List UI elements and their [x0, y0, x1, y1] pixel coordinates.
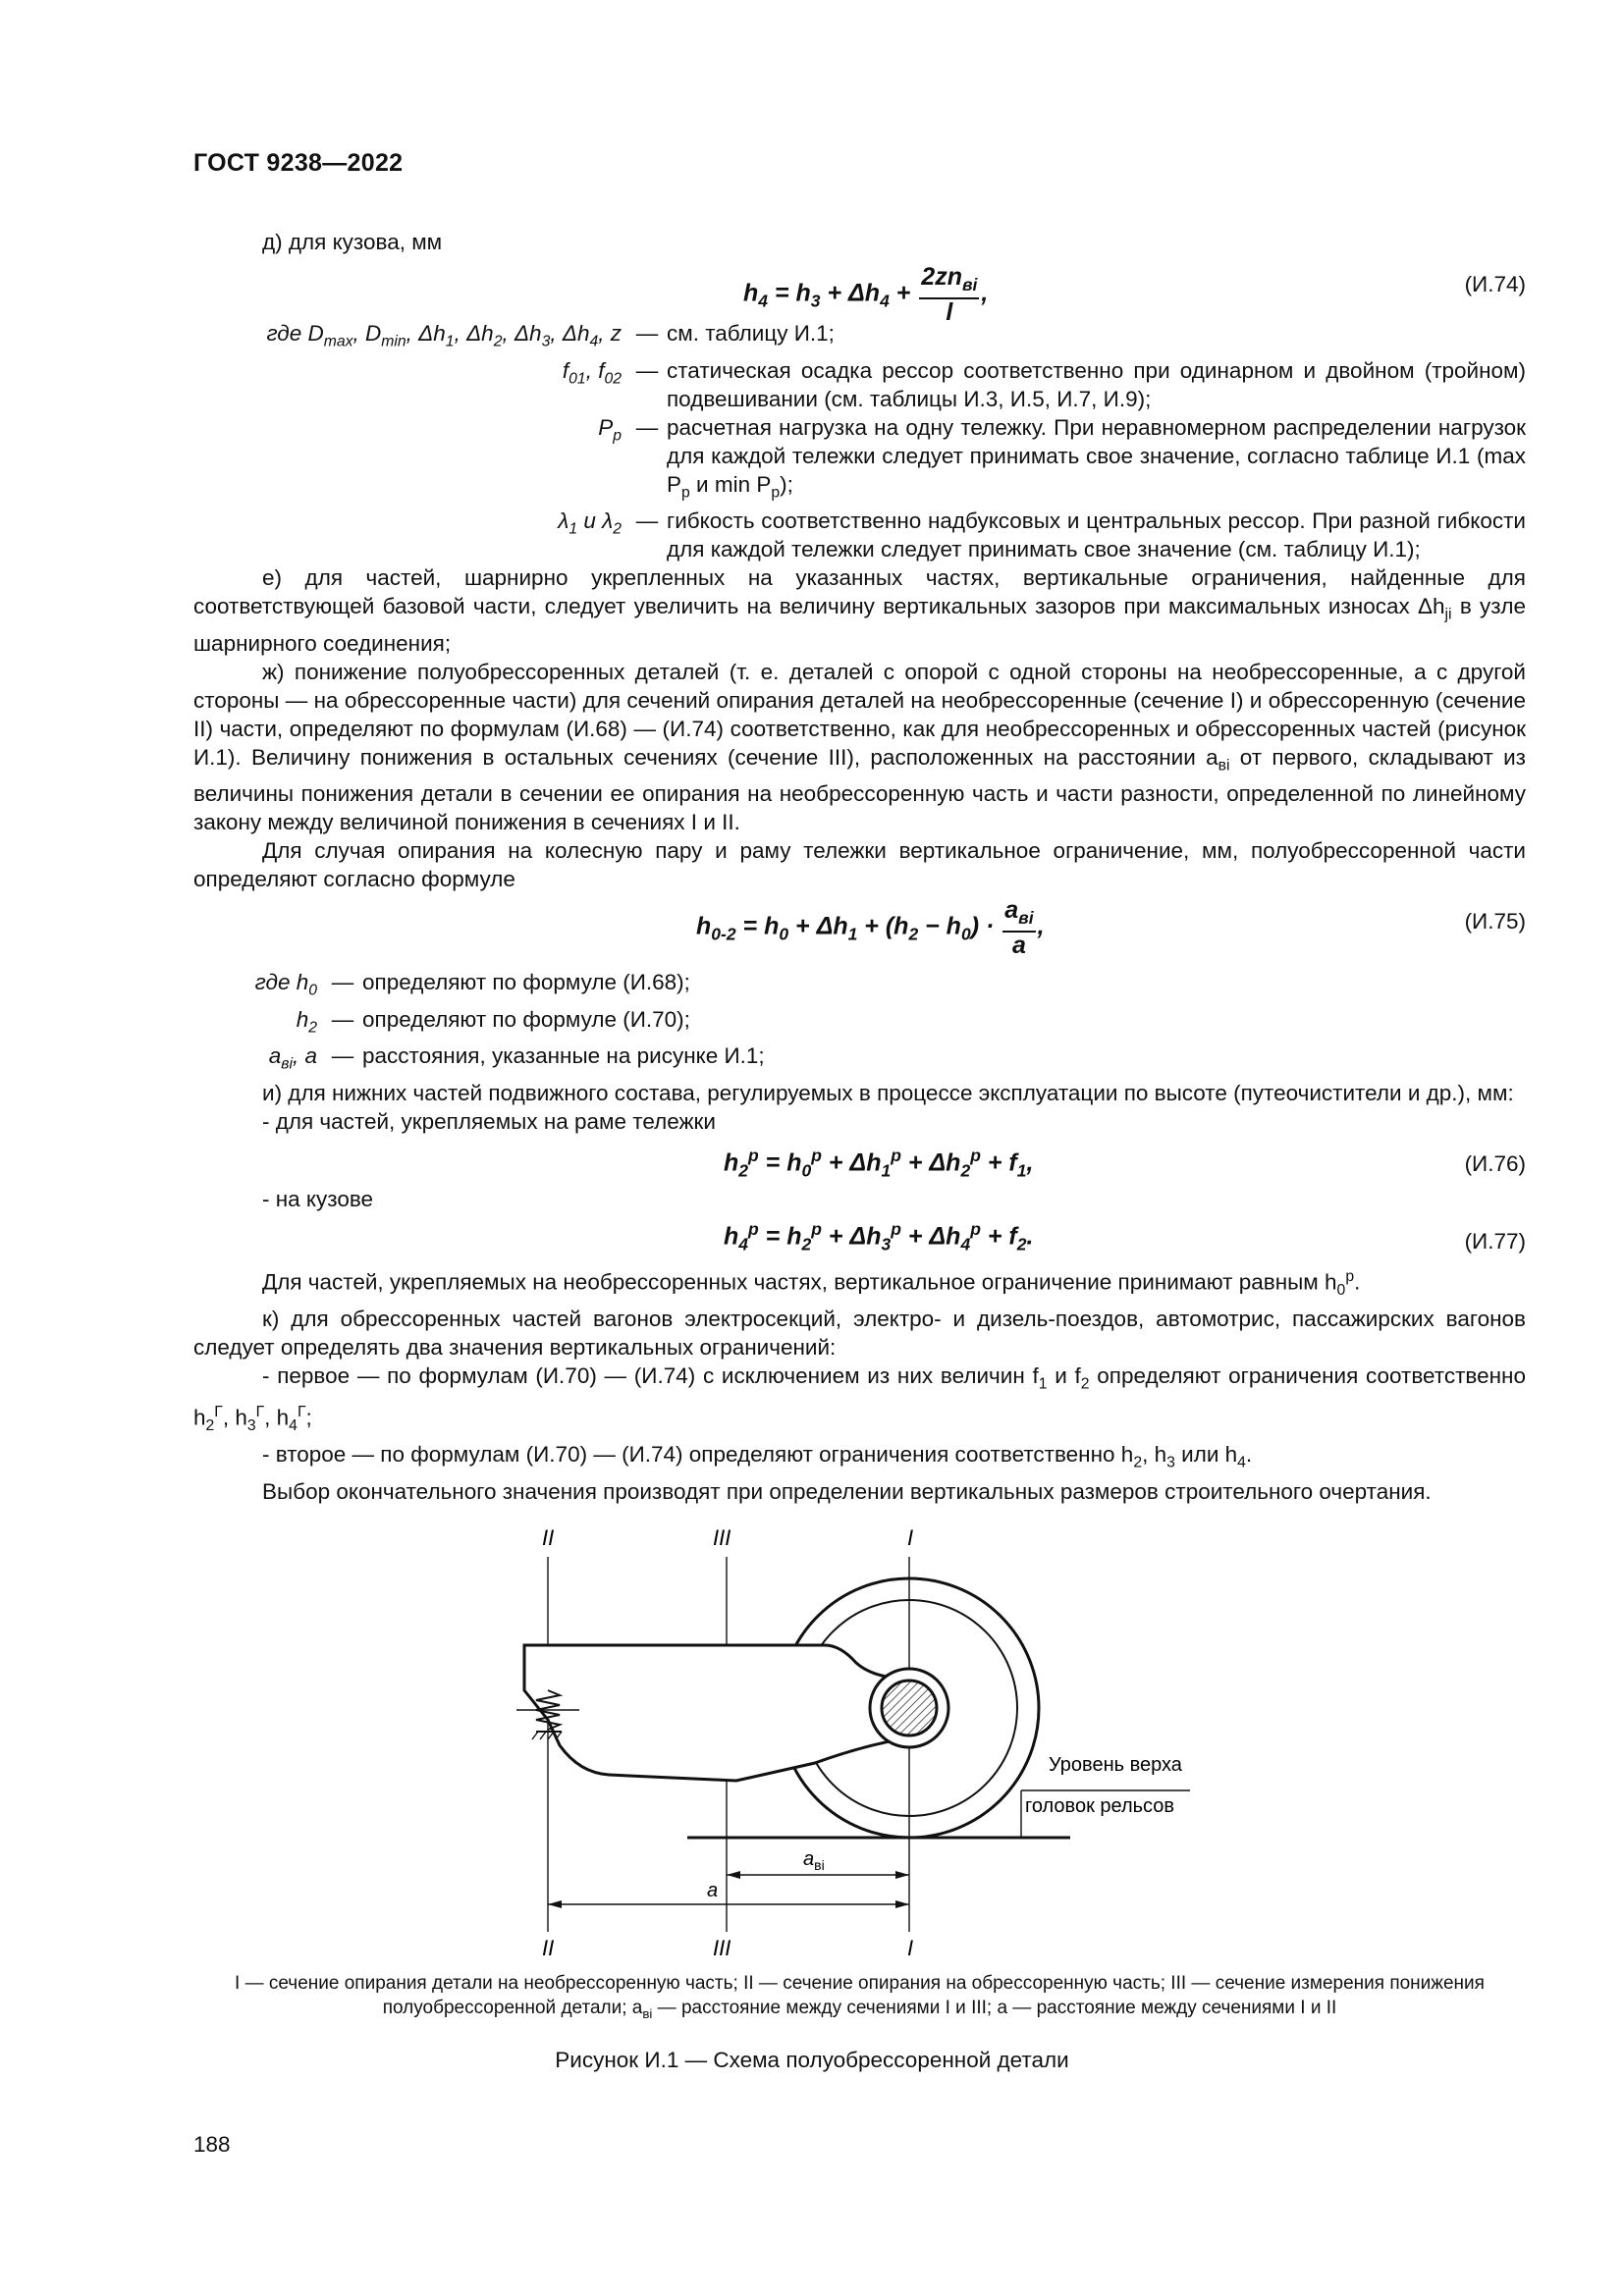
definition-symbol: $\lambda_1$ и $\lambda_2$: [558, 508, 622, 538]
item-e: е) для частей, шарнирно укрепленных на указанных частях, вертикальные ограничения, найденные для соответствующей базовой части, следует увеличить на величину вертикальных зазоров при максимальных износах $\Delta h_{ji}$ в узле шарнирного соединения;: [193, 565, 1526, 656]
item-k2: - второе — по формулам (И.70) — (И.74) определяют ограничения соответственно $h_2$, $h_3$ или $h_4$.: [262, 1442, 1253, 1471]
item-unsprung: Для частей, укрепляемых на необрессоренных частях, вертикальное ограничение принимают равным $h_0^р$.: [262, 1267, 1361, 1299]
formula-75: [193, 893, 1526, 959]
defs2-row: где $h_0$ — определяют по формуле (И.68);: [193, 968, 1526, 1005]
formula-76-expression: $h_2^р = h_0^р + \Delta h_1^р + \Delta h_2^р + f_1$,: [724, 1145, 1034, 1180]
definition-symbol: где $h_0$: [254, 970, 317, 999]
formula-75-expression: $h_{0-2} = h_0 + \Delta h_1 + (h_2 - h_0)$ · $\frac{a_{вi}}{a}$ ,: [696, 896, 1045, 959]
figure-legend: I — сечение опирания детали на необрессоренную часть; II — сечение опирания на обрессоренную часть; III — сечение измерения понижения полуобрессоренной детали; $a_{вi}$ — расстояние между сечениями I и III; a — расстояние между сечениями I и II: [235, 1973, 1485, 2021]
label-section-III-top: III: [713, 1525, 731, 1550]
definition-text: расстояния, указанные на рисунке И.1;: [362, 1043, 765, 1068]
definition-text: определяют по формуле (И.70);: [362, 1006, 690, 1032]
item-zh: ж) понижение полуобрессоренных деталей (т. е. деталей с опорой с одной стороны на необрессоренные, а с другой стороны — на обрессоренные части) для сечений опирания деталей на необрессоренные (сечение I) и обрессоренную (сечение II) части, определяют по формулам (И.68) — (И.74) соответственно, как для необрессоренных и обрессоренных частей (рисунок И.1). Величину понижения в остальных сечениях (сечение III), расположенных на расстоянии $a_{вi}$ от первого, складывают из величины понижения детали в сечении ее опирания на необрессоренную часть и части разности, определенной по линейному закону между величиной понижения в сечениях I и II.: [193, 659, 1526, 834]
item-k: к) для обрессоренных частей вагонов электросекций, электро- и дизель-поездов, автомотрис, пассажирских вагонов следует определять два значения вертикальных ограничений:: [193, 1306, 1526, 1360]
formula-76-number: (И.76): [1464, 1150, 1526, 1176]
formula-74: [193, 256, 1526, 326]
label-section-II-top: II: [542, 1525, 555, 1550]
definition-text: расчетная нагрузка на одну тележку. При неравномерном распределении нагрузок для каждой тележки следует принимать свое значение, согласно таблице И.1 (max $P_р$ и $\min P_р$);: [667, 414, 1526, 501]
definitions-list-1: [193, 319, 1526, 563]
formula-75-number: (И.75): [1464, 909, 1526, 934]
definition-symbol: $P_р$: [598, 414, 622, 444]
text-block-upper: [193, 228, 1526, 1506]
definition-text: гибкость соответственно надбуксовых и центральных рессор. При разной гибкости для каждой тележки следует принимать свое значение (см. таблицу И.1);: [667, 508, 1526, 561]
label-section-III-bottom: III: [713, 1936, 731, 1959]
definitions-list-2: [193, 968, 1526, 1079]
item-final: Выбор окончательного значения производят при определении вертикальных размеров строительного очертания.: [262, 1478, 1432, 1504]
defs2-row: $a_{вi}$, a — расстояния, указанные на рисунке И.1;: [193, 1041, 1526, 1079]
item-case: Для случая опирания на колесную пару и раму тележки вертикальное ограничение, мм, полуобрессоренной части определяют согласно формуле: [193, 838, 1526, 891]
item-i: и) для нижних частей подвижного состава, регулируемых в процессе эксплуатации по высоте (путеочистители и др.), мм:: [262, 1080, 1514, 1105]
label-section-I-top: I: [907, 1525, 914, 1550]
document-header: ГОСТ 9238—2022: [193, 149, 404, 177]
lever-arm: [524, 1645, 909, 1781]
page-number: 188: [193, 2132, 231, 2157]
formula-76: [193, 1136, 1526, 1185]
definition-symbol: $h_2$: [296, 1006, 317, 1036]
defs2-row: $h_2$ — определяют по формуле (И.70);: [193, 1005, 1526, 1042]
formula-74-number: (И.74): [1464, 272, 1526, 296]
item-d: д) для кузова, мм: [262, 230, 443, 254]
formula-74-expression: $h_4 = h_3 + \Delta h_4$ + $\frac{2zn_{вi}}{l}$ ,: [743, 263, 989, 326]
definition-symbol: $f_{01}$, $f_{02}$: [562, 357, 622, 387]
formula-77-expression: $h_4^р = h_2^р + \Delta h_3^р + \Delta h_4^р + f_2$.: [724, 1218, 1034, 1254]
item-i-body: - на кузове: [262, 1186, 374, 1211]
definition-text: статическая осадка рессор соответственно при одинарном и двойном (тройном) подвешивании (см. таблицы И.3, И.5, И.7, И.9);: [667, 357, 1526, 411]
dimension-avi-label: $a_{вi}$: [803, 1848, 825, 1873]
axle-hatched: [882, 1681, 937, 1735]
definition-text: см. таблицу И.1;: [667, 321, 835, 346]
definition-text: определяют по формуле (И.68);: [362, 970, 690, 994]
definition-symbol: $a_{вi}$, a: [268, 1043, 317, 1073]
label-section-I-bottom: I: [907, 1936, 914, 1959]
figure-caption: Рисунок И.1 — Схема полуобрессоренной детали: [555, 2048, 1069, 2072]
definition-symbol: где $D_{max}$, $D_{min}$, $\Delta h_1$, $\Delta h_2$, $\Delta h_3$, $\Delta h_4$, z: [266, 321, 622, 350]
rail-label-line1: Уровень верха: [1049, 1754, 1182, 1776]
defs1-row: $\lambda_1$ и $\lambda_2$ — гибкость соответственно надбуксовых и центральных рессор. При разной гибкости для каждой тележки следует принимать свое значение (см. таблицу И.1);: [193, 507, 1526, 563]
defs1-row: где $D_{max}$, $D_{min}$, $\Delta h_1$, $\Delta h_2$, $\Delta h_3$, $\Delta h_4$, z — см. таблицу И.1;: [193, 319, 1526, 356]
formula-77-number: (И.77): [1464, 1228, 1526, 1254]
item-k1: - первое — по формулам (И.70) — (И.74) с исключением из них величин $f_1$ и $f_2$ определяют ограничения соответственно $h_2^Г$, $h_3^Г$, $h_4^Г$;: [193, 1362, 1526, 1434]
item-i-bogie: - для частей, укрепляемых на раме тележки: [262, 1108, 716, 1134]
label-section-II-bottom: II: [542, 1936, 555, 1959]
rail-label-line2: головок рельсов: [1025, 1795, 1175, 1817]
semi-sprung-part-diagram: [491, 1518, 1218, 1959]
formula-77: [193, 1213, 1526, 1262]
dimension-a-label: a: [707, 1880, 719, 1901]
defs1-row: $f_{01}$, $f_{02}$ — статическая осадка рессор соответственно при одинарном и двойном (тройном) подвешивании (см. таблицы И.3, И.5, И.7, И.9);: [193, 356, 1526, 413]
defs1-row: $P_р$ — расчетная нагрузка на одну тележку. При неравномерном распределении нагрузок для каждой тележки следует принимать свое значение, согласно таблице И.1 (max $P_р$ и $\min P_р$);: [193, 413, 1526, 507]
